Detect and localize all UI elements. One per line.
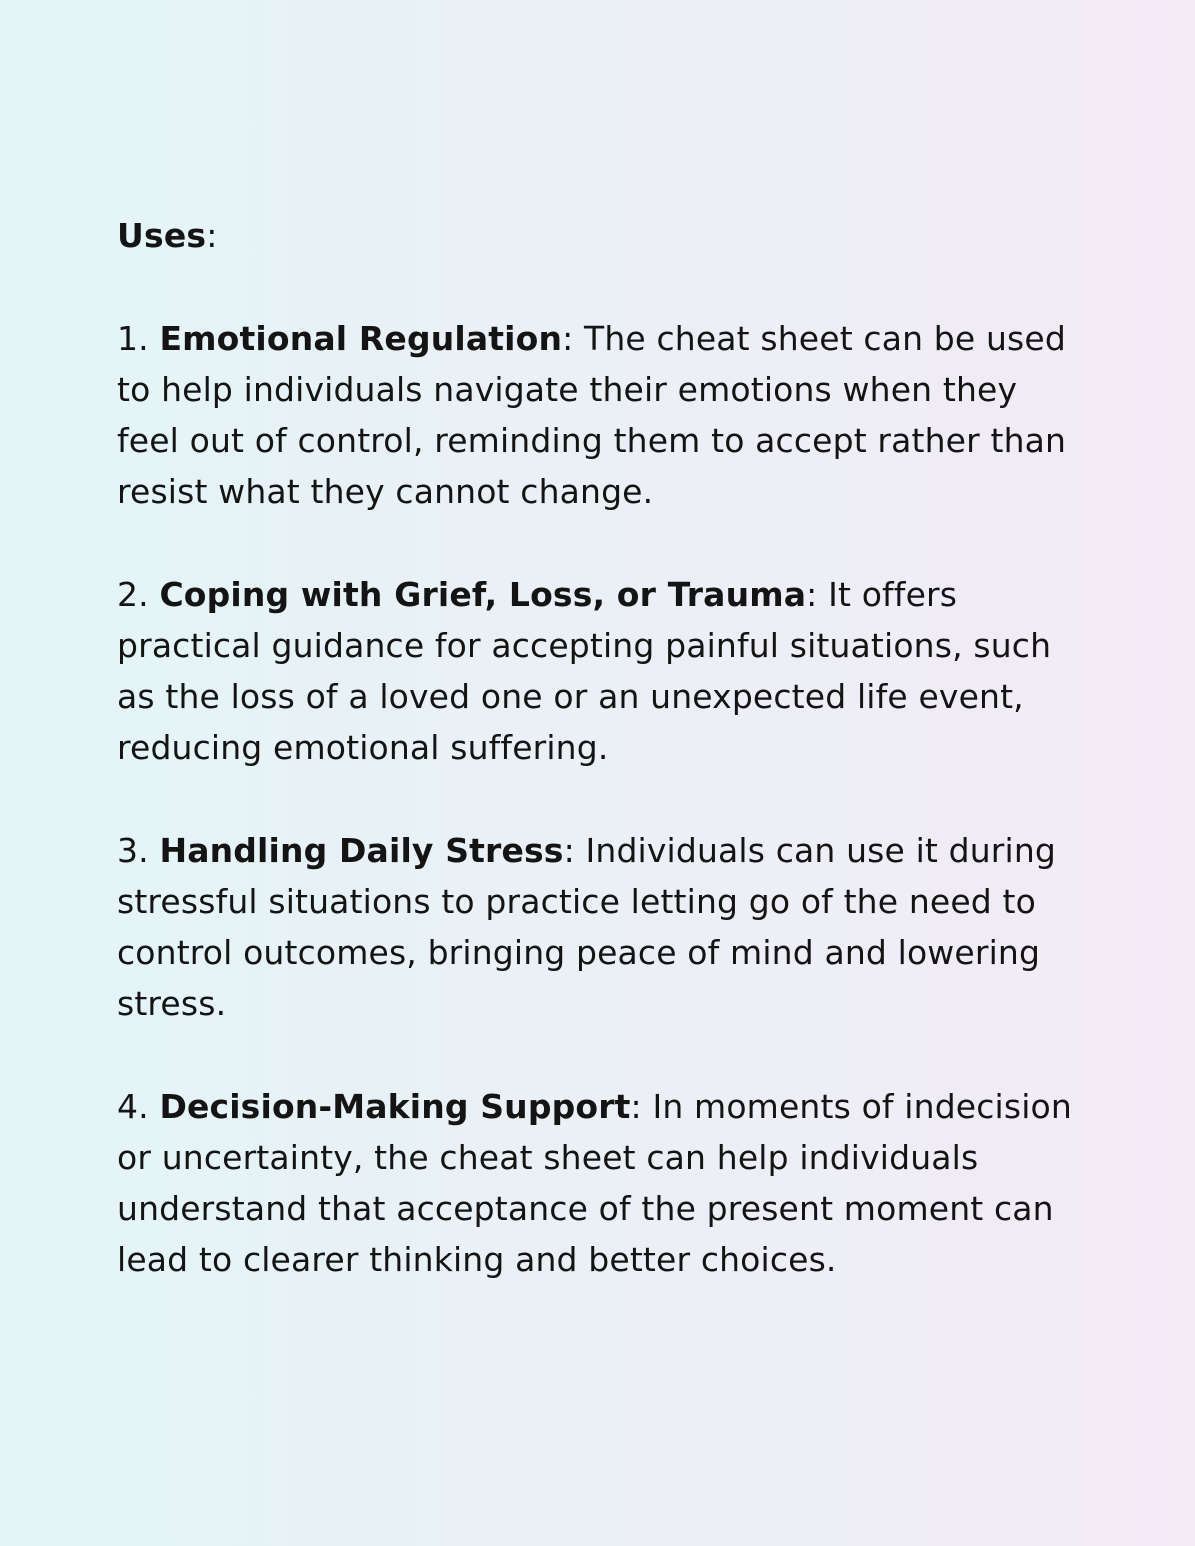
list-item-title: Coping with Grief, Loss, or Trauma [159, 575, 807, 614]
list-item [117, 569, 1085, 773]
list-item [117, 825, 1085, 1029]
list-item [117, 1081, 1085, 1285]
list-item-text: : In moments of indecision or uncertainty, the cheat sheet can help individuals understand that acceptance of the present moment can lead to clearer thinking and better choices. [117, 1087, 1072, 1279]
uses-heading [117, 213, 218, 259]
list-item-number: 1. [117, 319, 149, 358]
list-item-number: 2. [117, 575, 149, 614]
list-item-title: Decision-Making Support [159, 1087, 631, 1126]
list-item-text: : The cheat sheet can be used to help individuals navigate their emotions when they feel out of control, reminding them to accept rather than resist what they cannot change. [117, 319, 1067, 511]
list-item [117, 313, 1085, 517]
list-item-text: : Individuals can use it during stressful situations to practice letting go of the need to control outcomes, bringing peace of mind and lowering stress. [117, 831, 1056, 1023]
list-item-title: Handling Daily Stress [159, 831, 564, 870]
uses-heading-label: Uses [117, 216, 207, 255]
list-item-title: Emotional Regulation [159, 319, 563, 358]
list-item-text: : It offers practical guidance for accepting painful situations, such as the loss of a loved one or an unexpected life event, reducing emotional suffering. [117, 575, 1052, 767]
list-item-number: 4. [117, 1087, 149, 1126]
uses-heading-colon: : [206, 216, 218, 255]
list-item-number: 3. [117, 831, 149, 870]
